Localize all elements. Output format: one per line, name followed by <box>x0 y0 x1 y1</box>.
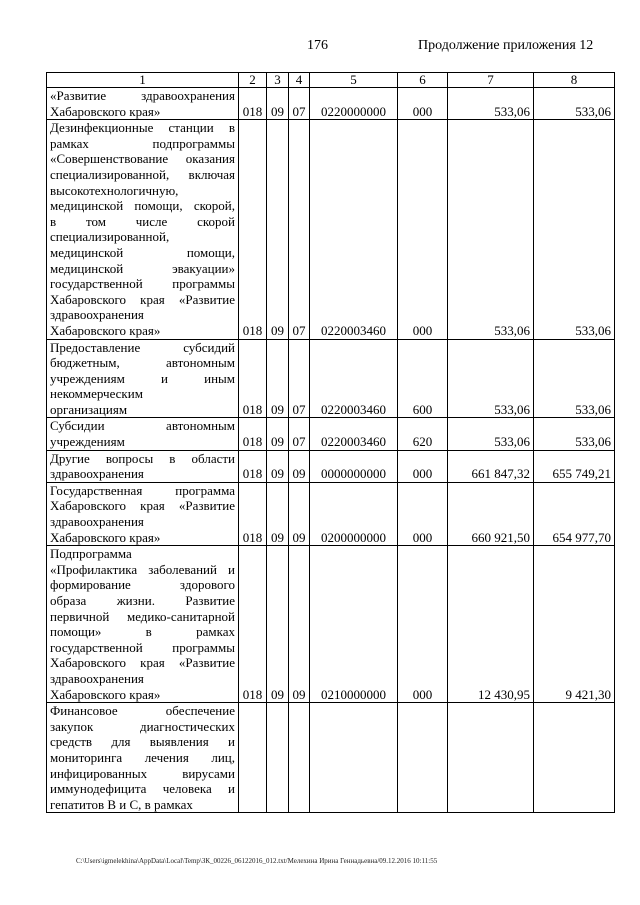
amount-cell-col8: 533,06 <box>534 88 615 120</box>
expense-name-line: Хабаровского края» <box>50 686 161 702</box>
expense-name-line: Дезинфекционные станции в <box>50 120 235 136</box>
page-number: 176 <box>307 38 328 53</box>
column-number: 4 <box>289 73 310 88</box>
ministry-code-cell: 018 <box>239 546 267 703</box>
expense-name-line: формирование здорового <box>50 577 235 593</box>
expense-name-line: Государственная программа <box>50 482 235 498</box>
column-number: 6 <box>398 73 448 88</box>
expense-name-cell <box>47 88 239 120</box>
ministry-code-cell: 018 <box>239 88 267 120</box>
expense-name-cell <box>47 703 239 813</box>
expense-name-line: учреждениям <box>50 434 125 450</box>
amount-cell-col7 <box>448 703 534 813</box>
section-code-cell: 09 <box>267 120 289 339</box>
expense-name-line: специализированной, включая <box>50 166 235 182</box>
expense-name-cell <box>47 450 239 482</box>
expense-name-line: «Развитие здравоохранения <box>50 88 235 103</box>
target-item-cell: 0200000000 <box>310 482 398 545</box>
amount-cell-col7: 533,06 <box>448 88 534 120</box>
table-row <box>47 120 615 339</box>
expense-name-cell <box>47 546 239 703</box>
expense-type-cell: 000 <box>398 450 448 482</box>
expense-name-line: здравоохранения <box>50 670 144 686</box>
target-item-cell <box>310 703 398 813</box>
expense-type-cell: 000 <box>398 482 448 545</box>
expense-name-line: помощи» в рамках <box>50 624 235 640</box>
expense-name-line: государственной программы <box>50 639 235 655</box>
section-code-cell: 09 <box>267 482 289 545</box>
file-path-footer: C:\Users\igmelekhina\AppData\Local\Temp\ЗК_00226_06122016_012.txt/Мелехина Ирина Геннадьевна/09.12.2016 10:11:55 <box>76 857 438 865</box>
expense-name-line: учреждениям и иным <box>50 370 235 386</box>
subsection-code-cell <box>289 703 310 813</box>
expense-name-line: Предоставление субсидий <box>50 339 235 355</box>
expense-name-line: инфицированных вирусами <box>50 765 235 781</box>
expense-name-line: некоммерческим <box>50 386 143 402</box>
expense-name-line: Хабаровского края» <box>50 103 161 119</box>
expense-name-line: Другие вопросы в области <box>50 450 235 466</box>
amount-cell-col8: 533,06 <box>534 418 615 450</box>
expense-name-cell <box>47 418 239 450</box>
section-code-cell <box>267 703 289 813</box>
amount-cell-col8 <box>534 703 615 813</box>
table-row <box>47 703 615 813</box>
ministry-code-cell: 018 <box>239 339 267 418</box>
expense-name-line: мониторинга лечения лиц, <box>50 749 235 765</box>
target-item-cell: 0220003460 <box>310 418 398 450</box>
target-item-cell: 0220000000 <box>310 88 398 120</box>
column-number: 1 <box>47 73 239 88</box>
ministry-code-cell <box>239 703 267 813</box>
expense-name-line: рамках подпрограммы <box>50 135 235 151</box>
section-code-cell: 09 <box>267 418 289 450</box>
subsection-code-cell: 09 <box>289 482 310 545</box>
table-row <box>47 418 615 450</box>
ministry-code-cell: 018 <box>239 450 267 482</box>
expense-name-line: здравоохранения <box>50 514 144 530</box>
expense-name-line: Хабаровского края» <box>50 322 161 338</box>
amount-cell-col7: 661 847,32 <box>448 450 534 482</box>
column-number: 2 <box>239 73 267 88</box>
section-code-cell: 09 <box>267 450 289 482</box>
appendix-continuation-title: Продолжение приложения 12 <box>418 38 594 53</box>
expense-name-line: здравоохранения <box>50 307 144 323</box>
column-number-row <box>47 73 615 88</box>
expense-name-line: медицинской помощи, скорой, <box>50 198 235 214</box>
expense-name-line: «Совершенствование оказания <box>50 151 235 167</box>
expense-name-line: Хабаровского края «Развитие <box>50 291 235 307</box>
expense-name-line: Финансовое обеспечение <box>50 703 235 719</box>
subsection-code-cell: 09 <box>289 450 310 482</box>
ministry-code-cell: 018 <box>239 120 267 339</box>
expense-name-line: в том числе скорой <box>50 213 235 229</box>
subsection-code-cell: 07 <box>289 88 310 120</box>
target-item-cell: 0210000000 <box>310 546 398 703</box>
section-code-cell: 09 <box>267 546 289 703</box>
budget-table <box>46 72 615 813</box>
expense-name-line: закупок диагностических <box>50 718 235 734</box>
subsection-code-cell: 07 <box>289 339 310 418</box>
table-row <box>47 546 615 703</box>
expense-name-line: бюджетным, автономным <box>50 355 235 371</box>
amount-cell-col7: 12 430,95 <box>448 546 534 703</box>
expense-name-line: медицинской помощи, <box>50 244 235 260</box>
amount-cell-col7: 533,06 <box>448 120 534 339</box>
amount-cell-col7: 660 921,50 <box>448 482 534 545</box>
column-number: 3 <box>267 73 289 88</box>
expense-type-cell <box>398 703 448 813</box>
expense-name-line: «Профилактика заболеваний и <box>50 561 235 577</box>
amount-cell-col8: 533,06 <box>534 339 615 418</box>
target-item-cell: 0220003460 <box>310 120 398 339</box>
column-number: 5 <box>310 73 398 88</box>
amount-cell-col7: 533,06 <box>448 339 534 418</box>
amount-cell-col8: 9 421,30 <box>534 546 615 703</box>
amount-cell-col8: 654 977,70 <box>534 482 615 545</box>
subsection-code-cell: 07 <box>289 418 310 450</box>
ministry-code-cell: 018 <box>239 418 267 450</box>
expense-name-line: первичной медико-санитарной <box>50 608 235 624</box>
expense-name-line: организациям <box>50 401 128 417</box>
subsection-code-cell: 07 <box>289 120 310 339</box>
column-number: 7 <box>448 73 534 88</box>
table-row <box>47 482 615 545</box>
expense-name-line: высокотехнологичную, <box>50 182 179 198</box>
expense-name-cell <box>47 120 239 339</box>
expense-name-cell <box>47 339 239 418</box>
expense-name-line: средств для выявления и <box>50 734 235 750</box>
expense-name-line: здравоохранения <box>50 466 144 482</box>
table-row <box>47 339 615 418</box>
expense-name-line: Хабаровского края» <box>50 529 161 545</box>
expense-name-line: образа жизни. Развитие <box>50 593 235 608</box>
expense-name-line: специализированной, <box>50 229 170 245</box>
expense-name-line: Подпрограмма <box>50 546 132 562</box>
expense-name-line: иммунодефицита человека и <box>50 781 235 797</box>
expense-name-line: гепатитов В и С, в рамках <box>50 796 193 812</box>
section-code-cell: 09 <box>267 339 289 418</box>
expense-type-cell: 000 <box>398 546 448 703</box>
table-row <box>47 450 615 482</box>
expense-name-line: государственной программы <box>50 276 235 292</box>
section-code-cell: 09 <box>267 88 289 120</box>
expense-type-cell: 000 <box>398 88 448 120</box>
amount-cell-col8: 533,06 <box>534 120 615 339</box>
expense-type-cell: 600 <box>398 339 448 418</box>
expense-type-cell: 620 <box>398 418 448 450</box>
expense-name-line: Хабаровского края «Развитие <box>50 498 235 514</box>
expense-name-line: Субсидии автономным <box>50 418 235 434</box>
ministry-code-cell: 018 <box>239 482 267 545</box>
subsection-code-cell: 09 <box>289 546 310 703</box>
target-item-cell: 0000000000 <box>310 450 398 482</box>
amount-cell-col8: 655 749,21 <box>534 450 615 482</box>
target-item-cell: 0220003460 <box>310 339 398 418</box>
table-row <box>47 88 615 120</box>
expense-name-cell <box>47 482 239 545</box>
expense-name-line: медицинской эвакуации» <box>50 260 235 276</box>
expense-type-cell: 000 <box>398 120 448 339</box>
column-number: 8 <box>534 73 615 88</box>
amount-cell-col7: 533,06 <box>448 418 534 450</box>
expense-name-line: Хабаровского края «Развитие <box>50 655 235 671</box>
